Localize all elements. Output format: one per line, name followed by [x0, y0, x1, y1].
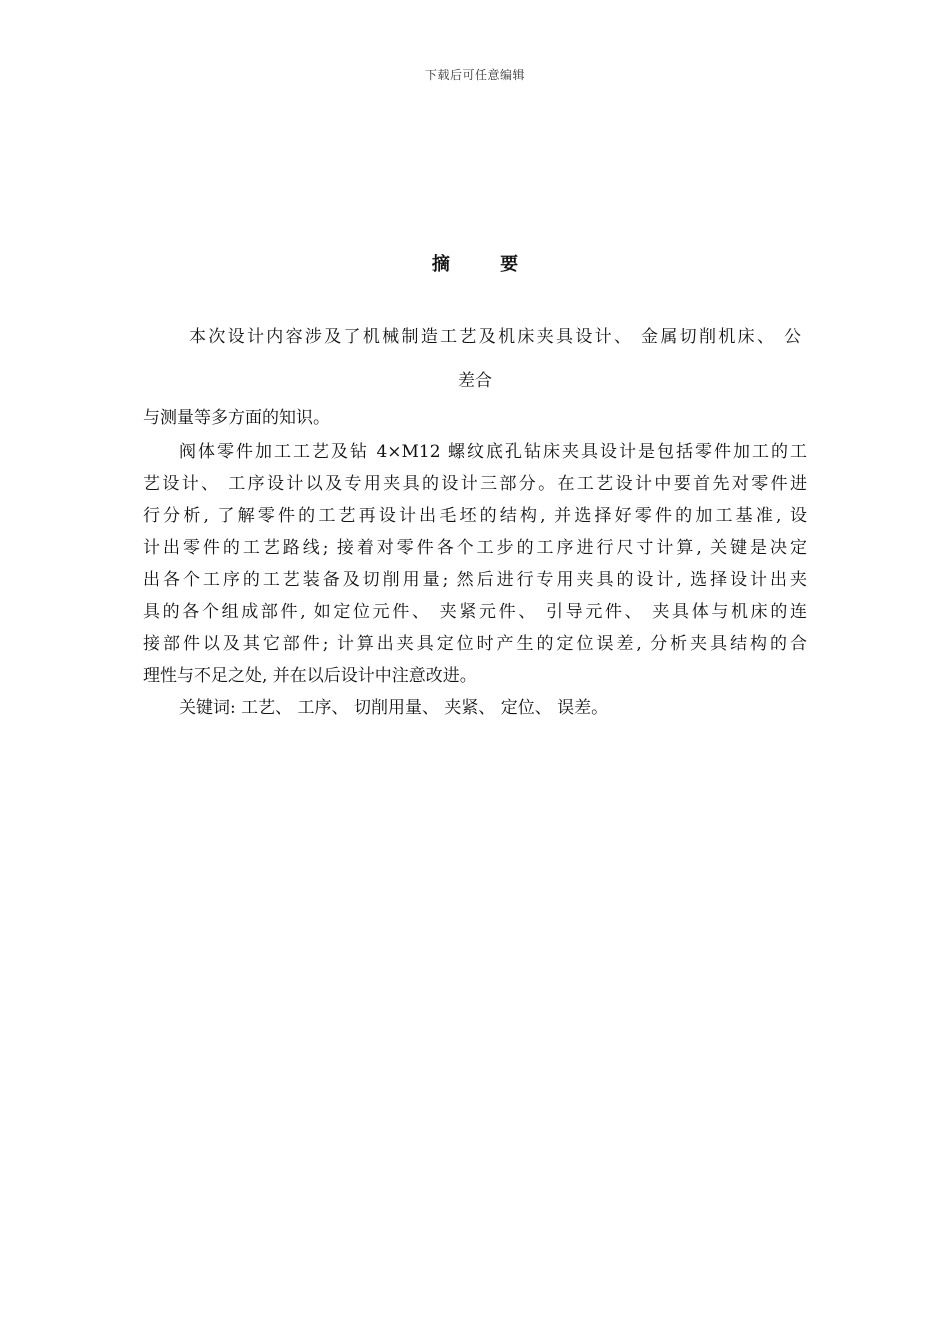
para2-line-7: 接部件以及其它部件; 计算出夹具定位时产生的定位误差, 分析夹具结构的合	[143, 634, 807, 654]
para2-line-4: 计出零件的工艺路线; 接着对零件各个工步的工序进行尺寸计算, 关键是决定	[143, 538, 807, 558]
para2-line-6: 具的各个组成部件, 如定位元件、 夹紧元件、 引导元件、 夹具体与机床的连	[143, 602, 807, 622]
keywords: 关键词: 工艺、 工序、 切削用量、 夹紧、 定位、 误差。	[179, 698, 609, 718]
header-note: 下载后可任意编辑	[424, 68, 525, 82]
para2-line-3: 行分析, 了解零件的工艺再设计出毛坯的结构, 并选择好零件的加工基准, 设	[143, 506, 807, 526]
para1-line2: 差合	[458, 371, 492, 391]
para1-line3: 与测量等多方面的知识。	[143, 408, 330, 428]
abstract-title: 摘 要	[431, 254, 541, 275]
para1-line1: 本次设计内容涉及了机械制造工艺及机床夹具设计、 金属切削机床、 公	[189, 327, 801, 347]
para2-line-1: 阀体零件加工工艺及钻 4×M12 螺纹底孔钻床夹具设计是包括零件加工的工	[179, 442, 807, 462]
para2-line-8: 理性与不足之处, 并在以后设计中注意改进。	[143, 666, 477, 686]
para2-line-5: 出各个工序的工艺装备及切削用量; 然后进行专用夹具的设计, 选择设计出夹	[143, 570, 807, 590]
para2-line-2: 艺设计、 工序设计以及专用夹具的设计三部分。在工艺设计中要首先对零件进	[143, 474, 807, 494]
